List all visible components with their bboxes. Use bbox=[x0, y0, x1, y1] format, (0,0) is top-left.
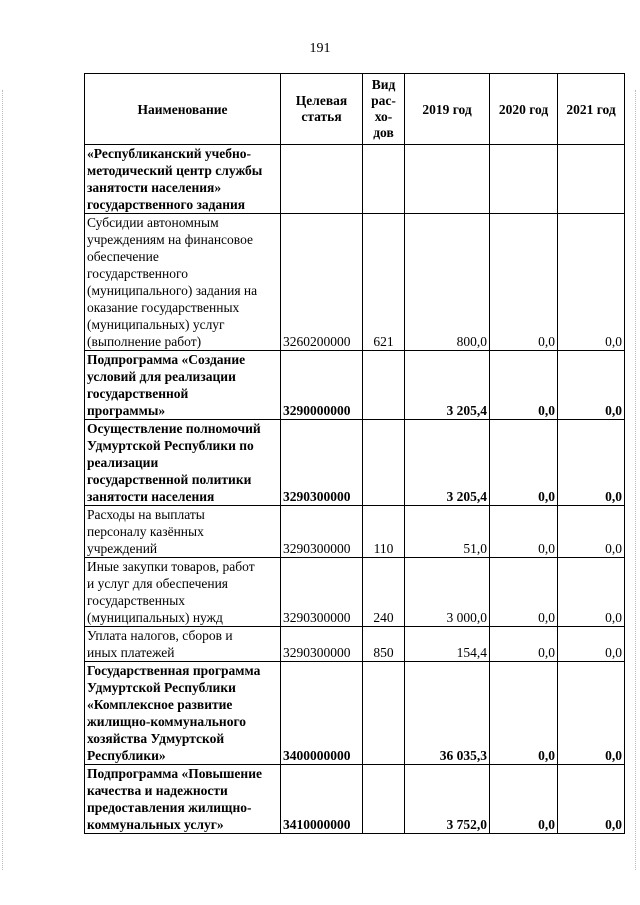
right-margin-scan-mark bbox=[635, 90, 638, 870]
row-name-line: методический центр службы bbox=[87, 163, 263, 178]
table-row bbox=[85, 662, 625, 765]
row-name-line: Государственная программа bbox=[87, 663, 261, 678]
row-value-2020 bbox=[490, 145, 558, 214]
row-target-code: 3410000000 bbox=[281, 765, 363, 834]
row-name-line: Подпрограмма «Повышение bbox=[87, 766, 262, 781]
row-name-line: персоналу казённых bbox=[87, 524, 204, 539]
row-name-line: Иные закупки товаров, работ bbox=[87, 559, 255, 574]
budget-table bbox=[84, 73, 625, 834]
row-expense-kind bbox=[363, 420, 405, 506]
row-expense-kind: 850 bbox=[363, 627, 405, 662]
header-name: Наименование bbox=[85, 74, 281, 145]
row-value-2020: 0,0 bbox=[490, 558, 558, 627]
row-value-2020: 0,0 bbox=[490, 420, 558, 506]
row-value-2019: 3 752,0 bbox=[405, 765, 490, 834]
row-value-2020: 0,0 bbox=[490, 214, 558, 351]
row-name-cell bbox=[85, 214, 281, 351]
row-name-line: обеспечение bbox=[87, 249, 159, 264]
table-row bbox=[85, 214, 625, 351]
header-kind-line: хо- bbox=[374, 109, 393, 124]
row-value-2021: 0,0 bbox=[558, 765, 625, 834]
row-target-code: 3290300000 bbox=[281, 558, 363, 627]
row-target-code: 3400000000 bbox=[281, 662, 363, 765]
row-expense-kind bbox=[363, 662, 405, 765]
left-margin-scan-mark bbox=[2, 90, 5, 870]
row-expense-kind bbox=[363, 145, 405, 214]
header-target-line: Целевая bbox=[295, 93, 348, 108]
row-name-cell bbox=[85, 145, 281, 214]
row-expense-kind: 240 bbox=[363, 558, 405, 627]
row-value-2019 bbox=[405, 145, 490, 214]
row-name-line: государственной политики bbox=[87, 472, 252, 487]
row-name-line: Субсидии автономным bbox=[87, 215, 219, 230]
row-name-line: программы» bbox=[87, 403, 166, 418]
row-name-line: «Республиканский учебно- bbox=[87, 146, 252, 161]
row-target-code: 3290300000 bbox=[281, 420, 363, 506]
row-value-2021: 0,0 bbox=[558, 351, 625, 420]
row-name-line: государственного задания bbox=[87, 197, 246, 212]
row-target-code: 3290300000 bbox=[281, 627, 363, 662]
row-name-line: жилищно-коммунального bbox=[87, 714, 247, 729]
table-row bbox=[85, 420, 625, 506]
row-value-2019: 800,0 bbox=[405, 214, 490, 351]
row-name-line: иных платежей bbox=[87, 645, 175, 660]
row-name-line: «Комплексное развитие bbox=[87, 697, 233, 712]
row-target-code bbox=[281, 145, 363, 214]
table-row bbox=[85, 351, 625, 420]
row-name-line: предоставления жилищно- bbox=[87, 800, 252, 815]
row-name-line: Осуществление полномочий bbox=[87, 421, 261, 436]
row-name-line: (муниципальных) нужд bbox=[87, 610, 223, 625]
header-target-line: статья bbox=[301, 109, 342, 124]
row-name-line: государственной bbox=[87, 386, 189, 401]
row-name-line: государственных bbox=[87, 593, 186, 608]
row-name-line: (выполнение работ) bbox=[87, 334, 202, 349]
table-row bbox=[85, 506, 625, 558]
row-value-2021 bbox=[558, 145, 625, 214]
row-name-line: государственного bbox=[87, 266, 188, 281]
row-value-2019: 36 035,3 bbox=[405, 662, 490, 765]
table-row bbox=[85, 145, 625, 214]
header-2019: 2019 год bbox=[405, 74, 490, 145]
row-name-cell bbox=[85, 558, 281, 627]
header-kind-line: рас- bbox=[371, 93, 396, 108]
row-name-cell bbox=[85, 765, 281, 834]
row-target-code: 3290300000 bbox=[281, 506, 363, 558]
row-name-line: занятости населения» bbox=[87, 180, 222, 195]
row-expense-kind bbox=[363, 351, 405, 420]
header-kind-line: Вид bbox=[371, 77, 396, 92]
row-value-2020: 0,0 bbox=[490, 506, 558, 558]
table-row bbox=[85, 765, 625, 834]
row-name-line: и услуг для обеспечения bbox=[87, 576, 229, 591]
row-value-2020: 0,0 bbox=[490, 351, 558, 420]
page-number: 191 bbox=[309, 41, 331, 56]
row-name-cell bbox=[85, 627, 281, 662]
table-row bbox=[85, 558, 625, 627]
row-value-2020: 0,0 bbox=[490, 662, 558, 765]
header-kind bbox=[363, 74, 405, 145]
row-name-line: хозяйства Удмуртской bbox=[87, 731, 225, 746]
row-name-cell bbox=[85, 351, 281, 420]
row-expense-kind: 621 bbox=[363, 214, 405, 351]
row-name-line: (муниципальных) услуг bbox=[87, 317, 225, 332]
row-expense-kind bbox=[363, 765, 405, 834]
row-expense-kind: 110 bbox=[363, 506, 405, 558]
row-name-cell bbox=[85, 506, 281, 558]
row-value-2019: 3 205,4 bbox=[405, 351, 490, 420]
row-value-2019: 3 000,0 bbox=[405, 558, 490, 627]
row-name-line: (муниципального) задания на bbox=[87, 283, 258, 298]
row-name-line: Уплата налогов, сборов и bbox=[87, 628, 233, 643]
header-2020: 2020 год bbox=[490, 74, 558, 145]
row-value-2019: 51,0 bbox=[405, 506, 490, 558]
row-name-line: Республики» bbox=[87, 748, 166, 763]
row-name-cell bbox=[85, 420, 281, 506]
row-value-2021: 0,0 bbox=[558, 420, 625, 506]
row-value-2020: 0,0 bbox=[490, 627, 558, 662]
row-name-line: коммунальных услуг» bbox=[87, 817, 224, 832]
row-value-2021: 0,0 bbox=[558, 506, 625, 558]
row-value-2020: 0,0 bbox=[490, 765, 558, 834]
row-value-2021: 0,0 bbox=[558, 662, 625, 765]
row-name-cell bbox=[85, 662, 281, 765]
row-name-line: оказание государственных bbox=[87, 300, 240, 315]
row-value-2019: 154,4 bbox=[405, 627, 490, 662]
table-header-row bbox=[85, 74, 625, 145]
row-name-line: Подпрограмма «Создание bbox=[87, 352, 246, 367]
header-target bbox=[281, 74, 363, 145]
row-name-line: Расходы на выплаты bbox=[87, 507, 205, 522]
row-value-2021: 0,0 bbox=[558, 558, 625, 627]
row-value-2021: 0,0 bbox=[558, 627, 625, 662]
table-row bbox=[85, 627, 625, 662]
row-name-line: Удмуртской Республики bbox=[87, 680, 236, 695]
row-value-2019: 3 205,4 bbox=[405, 420, 490, 506]
row-name-line: учреждениям на финансовое bbox=[87, 232, 253, 247]
row-name-line: Удмуртской Республики по bbox=[87, 438, 254, 453]
row-target-code: 3260200000 bbox=[281, 214, 363, 351]
row-value-2021: 0,0 bbox=[558, 214, 625, 351]
row-target-code: 3290000000 bbox=[281, 351, 363, 420]
row-name-line: условий для реализации bbox=[87, 369, 236, 384]
row-name-line: реализации bbox=[87, 455, 159, 470]
header-kind-line: дов bbox=[373, 125, 394, 140]
row-name-line: занятости населения bbox=[87, 489, 215, 504]
row-name-line: качества и надежности bbox=[87, 783, 228, 798]
header-2021: 2021 год bbox=[558, 74, 625, 145]
row-name-line: учреждений bbox=[87, 541, 158, 556]
